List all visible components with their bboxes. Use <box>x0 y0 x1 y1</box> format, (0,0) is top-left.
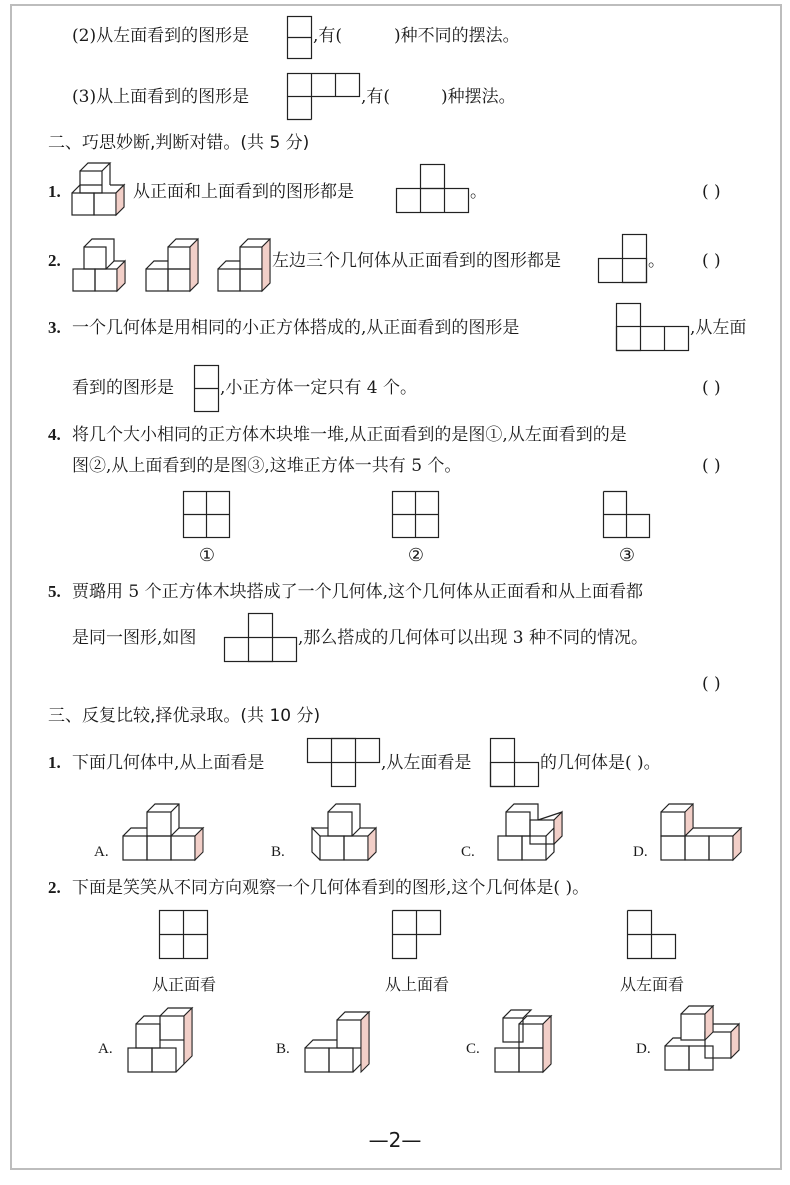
page-number: —2— <box>368 1128 422 1152</box>
s2-item2-answer-paren[interactable]: ( ) <box>702 251 721 271</box>
s2-item5-text-a: 贾璐用 5 个正方体木块搭成了一个几何体,这个几何体从正面看和从上面看都 <box>72 582 644 602</box>
q1-solid-b <box>302 800 386 864</box>
q2-solid-b <box>304 1010 374 1076</box>
prev-q3-text-c: )种摆法。 <box>441 87 516 107</box>
s3-q1-text-a: 下面几何体中,从上面看是 <box>72 753 265 773</box>
same-view-figure-5 <box>224 613 298 663</box>
figure-3-l-shape <box>603 491 651 539</box>
prev-q3-text-b: ,有( <box>361 87 391 107</box>
front-top-view-figure <box>396 164 470 214</box>
front-view-grid <box>159 910 209 960</box>
s2-item4-text-a: 将几个大小相同的正方体木块堆一堆,从正面看到的是图①,从左面看到的是 <box>72 425 627 445</box>
s2-item3-text-c: 看到的图形是 <box>72 378 174 398</box>
three-solids-figure <box>72 231 272 293</box>
s2-item4-num: 4. <box>48 425 61 444</box>
s2-item3-text-d: ,小正方体一定只有 4 个。 <box>220 378 418 398</box>
s2-item5-text-c: ,那么搭成的几何体可以出现 3 种不同的情况。 <box>298 628 649 648</box>
s2-item5-answer-paren[interactable]: ( ) <box>702 674 721 694</box>
view-caption-left: 从左面看 <box>619 975 684 994</box>
top-view-cross-figure <box>307 738 381 788</box>
section2-heading: 二、巧思妙断,判断对错。(共 5 分) <box>48 133 310 153</box>
s3-q2-num: 2. <box>48 878 61 897</box>
s3-q2-option-b[interactable]: B. <box>276 1041 290 1057</box>
s2-item4-text-b: 图②,从上面看到的是图③,这堆正方体一共有 5 个。 <box>72 456 462 476</box>
s2-item2-text-a: 左边三个几何体从正面看到的图形都是 <box>272 251 561 271</box>
top-view-l <box>392 910 442 960</box>
s3-q2-option-d[interactable]: D. <box>636 1041 651 1057</box>
left-view-figure-3 <box>194 365 220 413</box>
s3-q1-option-d[interactable]: D. <box>633 844 648 860</box>
s2-item5-text-b: 是同一图形,如图 <box>72 628 197 648</box>
prev-q3-text-a: (3)从上面看到的图形是 <box>72 87 250 107</box>
caption-2: ② <box>407 545 425 566</box>
s3-q1-text-c: 的几何体是( )。 <box>540 753 661 773</box>
s2-item5-num: 5. <box>48 582 61 601</box>
s2-item1-text-a: 从正面和上面看到的图形都是 <box>133 182 354 202</box>
figure-2-grid <box>392 491 440 539</box>
s3-q1-num: 1. <box>48 753 61 772</box>
section3-heading: 三、反复比较,择优录取。(共 10 分) <box>48 706 321 726</box>
left-view-l <box>627 910 677 960</box>
s2-item1-text-b: 。 <box>470 182 487 202</box>
prev-q2-text-b: ,有( <box>313 26 343 46</box>
prev-q2-text-c: )种不同的摆法。 <box>394 26 520 46</box>
caption-3: ③ <box>618 545 636 566</box>
q2-solid-d <box>664 1004 744 1076</box>
s3-q1-option-a[interactable]: A. <box>94 844 109 860</box>
s3-q2-option-c[interactable]: C. <box>466 1041 480 1057</box>
view-caption-top: 从上面看 <box>384 975 449 994</box>
s3-q2-option-a[interactable]: A. <box>98 1041 113 1057</box>
front-view-figure-3 <box>616 303 690 351</box>
view-caption-front: 从正面看 <box>151 975 216 994</box>
s3-q1-option-c[interactable]: C. <box>461 844 475 860</box>
s2-item2-text-b: 。 <box>648 251 665 271</box>
front-view-figure-2 <box>598 234 648 284</box>
s2-item4-answer-paren[interactable]: ( ) <box>702 456 721 476</box>
prev-q2-text-a: (2)从左面看到的图形是 <box>72 26 250 46</box>
s3-q2-text: 下面是笑笑从不同方向观察一个几何体看到的图形,这个几何体是( )。 <box>72 878 590 898</box>
caption-1: ① <box>198 545 216 566</box>
left-view-figure <box>287 16 313 60</box>
q2-solid-c <box>494 1010 564 1076</box>
q1-solid-d <box>660 800 744 864</box>
s2-item3-num: 3. <box>48 318 61 337</box>
figure-1-grid <box>183 491 231 539</box>
q1-solid-a <box>122 808 208 864</box>
s3-q1-text-b: ,从左面看是 <box>381 753 472 773</box>
q2-solid-a <box>127 1004 193 1076</box>
s2-item3-text-a: 一个几何体是用相同的小正方体搭成的,从正面看到的图形是 <box>72 318 520 338</box>
s2-item1-answer-paren[interactable]: ( ) <box>702 182 721 202</box>
left-view-l-figure <box>490 738 540 788</box>
s2-item2-num: 2. <box>48 251 61 270</box>
cube-stack-figure <box>71 163 133 217</box>
q1-solid-c <box>492 800 576 864</box>
s2-item3-answer-paren[interactable]: ( ) <box>702 378 721 398</box>
s2-item1-num: 1. <box>48 182 61 201</box>
s2-item3-text-b: ,从左面 <box>690 318 747 338</box>
s3-q1-option-b[interactable]: B. <box>271 844 285 860</box>
top-view-figure <box>287 73 361 121</box>
